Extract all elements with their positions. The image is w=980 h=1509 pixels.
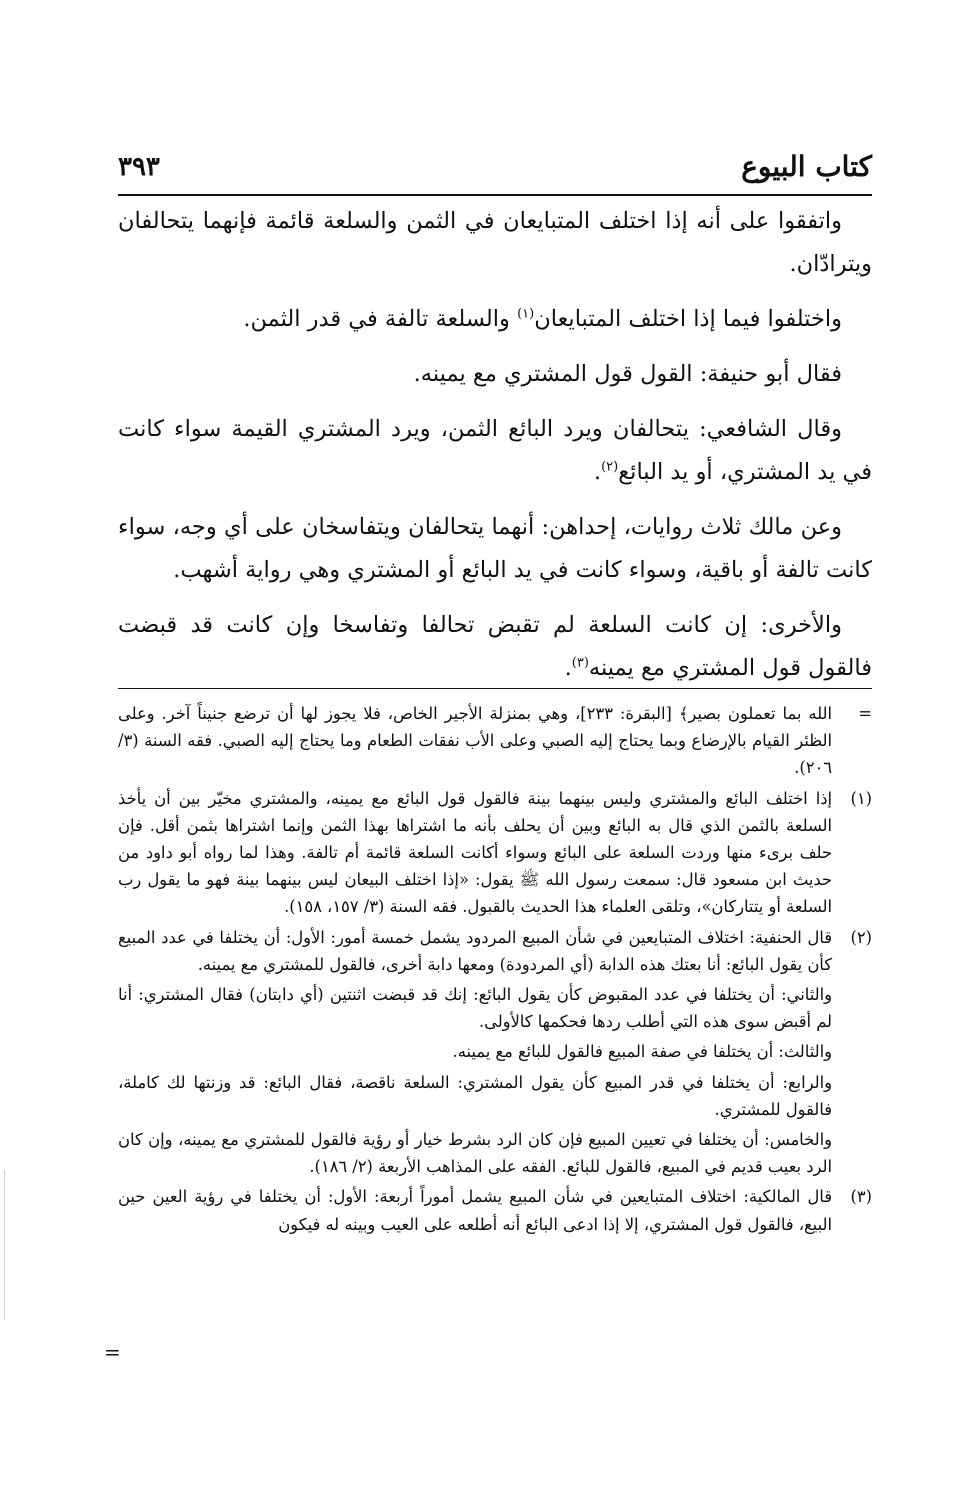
paragraph-text: واتفقوا على أنه إذا اختلف المتبايعان في الثمن والسلعة قائمة فإنهما يتحالفان ويترادّان. bbox=[118, 208, 872, 277]
main-paragraph bbox=[118, 506, 872, 592]
footnote-3 bbox=[118, 1183, 872, 1237]
main-paragraph bbox=[118, 408, 872, 494]
paragraph-text: والأخرى: إن كانت السلعة لم تقبض تحالفا وتفاسخا وإن كانت قد قبضت فالقول قول المشتري مع يمينه bbox=[118, 612, 872, 681]
footnotes bbox=[118, 700, 872, 1241]
scan-edge-line bbox=[4, 1170, 5, 1320]
chapter-title: كتاب البيوع bbox=[741, 150, 872, 183]
footnote-mark: (٣) bbox=[850, 1187, 872, 1207]
footnote-ref[interactable]: (٢) bbox=[601, 459, 619, 475]
footnote-text: والثاني: أن يختلفا في عدد المقبوض كأن يقول البائع: إنك قد قبضت اثنتين (أي دابتان) فقال المشتري: أنا لم أقبض سوى هذه التي أطلب ردها فحكمها كالأولى. bbox=[118, 985, 832, 1032]
paragraph-text: وقال الشافعي: يتحالفان ويرد البائع الثمن، ويرد المشتري القيمة سواء كانت في يد المشتري، أو يد البائع bbox=[118, 416, 872, 485]
footnote-mark: (١) bbox=[850, 788, 872, 808]
footnote-rule bbox=[118, 688, 872, 689]
footnote-2 bbox=[118, 924, 872, 1181]
paragraph-text: والسلعة تالفة في قدر الثمن. bbox=[243, 306, 518, 332]
footnote-text: والثالث: أن يختلفا في صفة المبيع فالقول للبائع مع يمينه. bbox=[452, 1042, 832, 1062]
paragraph-text: . bbox=[593, 459, 602, 485]
paragraph-text: وعن مالك ثلاث روايات، إحداهن: أنهما يتحالفان ويتفاسخان على أي وجه، سواء كانت تالفة أو باقية، وسواء كانت في يد البائع أو المشتري وهي رواية أشهب. bbox=[118, 514, 872, 583]
paragraph-text: فقال أبو حنيفة: القول قول المشتري مع يمينه. bbox=[413, 361, 842, 387]
main-paragraph bbox=[118, 200, 872, 286]
footnote-text: والرابع: أن يختلفا في قدر المبيع كأن يقول المشتري: السلعة ناقصة، فقال البائع: قد وزنتها لك كاملة، فالقول للمشتري. bbox=[118, 1072, 832, 1119]
footnote-text: والخامس: أن يختلفا في تعيين المبيع فإن كان الرد بشرط خيار أو رؤية فالقول للمشتري مع يمينه، وإن كان الرد بعيب قديم في المبيع، فالقول للبائع. الفقه على المذاهب الأربعة (٢/ ١٨٦). bbox=[118, 1130, 832, 1177]
footnote-mark: (٢) bbox=[850, 927, 872, 947]
main-text bbox=[118, 200, 872, 702]
footnote-1 bbox=[118, 785, 872, 921]
paragraph-text: . bbox=[564, 655, 572, 681]
footnote-text: إذا اختلف البائع والمشتري وليس بينهما بينة فالقول قول البائع مع يمينه، والمشتري مخيّر بين أن يأخذ السلعة بالثمن الذي قال به البائع وبين أن يحلف بأنه ما اشتراها بهذا الثمن وإنما اشتراها بثمن أقل. فإن حلف برىء منها وردت السلعة على البائع وسواء أكانت السلعة قائمة أم تالفة. وهذا لما رواه أبو داود من حديث ابن مسعود قال: سمعت رسول الله ﷺ يقول: «إذا اختلف البيعان ليس بينهما بينة فهو ما يقول رب السلعة أو يتتاركان»، وتلقى العلماء هذا الحديث بالقبول. فقه السنة (٣/ ١٥٧، ١٥٨). bbox=[118, 788, 832, 917]
footnote-text: الله بما تعملون بصير﴾ [البقرة: ٢٣٣]، وهي بمنزلة الأجير الخاص، فلا يجوز لها أن ترضع جنيناً آخر. وعلى الظئر القيام بالإرضاع وبما يحتاج إليه الصبي وعلى الأب نفقات الطعام وما يحتاج إليه الصبي. فقه السنة (٣/ ٢٠٦). bbox=[118, 704, 832, 778]
footnote-mark: = bbox=[858, 704, 872, 723]
main-paragraph bbox=[118, 353, 872, 396]
footnote-continued bbox=[118, 700, 872, 782]
footnote-ref[interactable]: (٣) bbox=[571, 655, 589, 671]
footnote-text: قال الحنفية: اختلاف المتبايعين في شأن المبيع المردود يشمل خمسة أمور: الأول: أن يختلفا في عدد المبيع كأن يقول البائع: أنا بعتك هذه الدابة (أي المردودة) ومعها دابة أخرى، فالقول للمشتري مع يمينه. bbox=[118, 927, 832, 974]
page-number: ٣٩٣ bbox=[118, 152, 160, 182]
footnote-text: قال المالكية: اختلاف المتبايعين في شأن المبيع يشمل أموراً أربعة: الأول: أن يختلفا في رؤية العين حين البيع، فالقول قول المشتري، إلا إذا ادعى البائع أنه أطلعه على العيب وبينه له فيكون bbox=[118, 1187, 832, 1234]
page-header bbox=[118, 150, 872, 198]
continuation-mark: = bbox=[104, 1340, 121, 1364]
header-rule bbox=[118, 194, 872, 196]
main-paragraph bbox=[118, 604, 872, 690]
footnote-ref[interactable]: (١) bbox=[517, 306, 535, 322]
main-paragraph bbox=[118, 298, 872, 341]
paragraph-text: واختلفوا فيما إذا اختلف المتبايعان bbox=[534, 306, 842, 332]
